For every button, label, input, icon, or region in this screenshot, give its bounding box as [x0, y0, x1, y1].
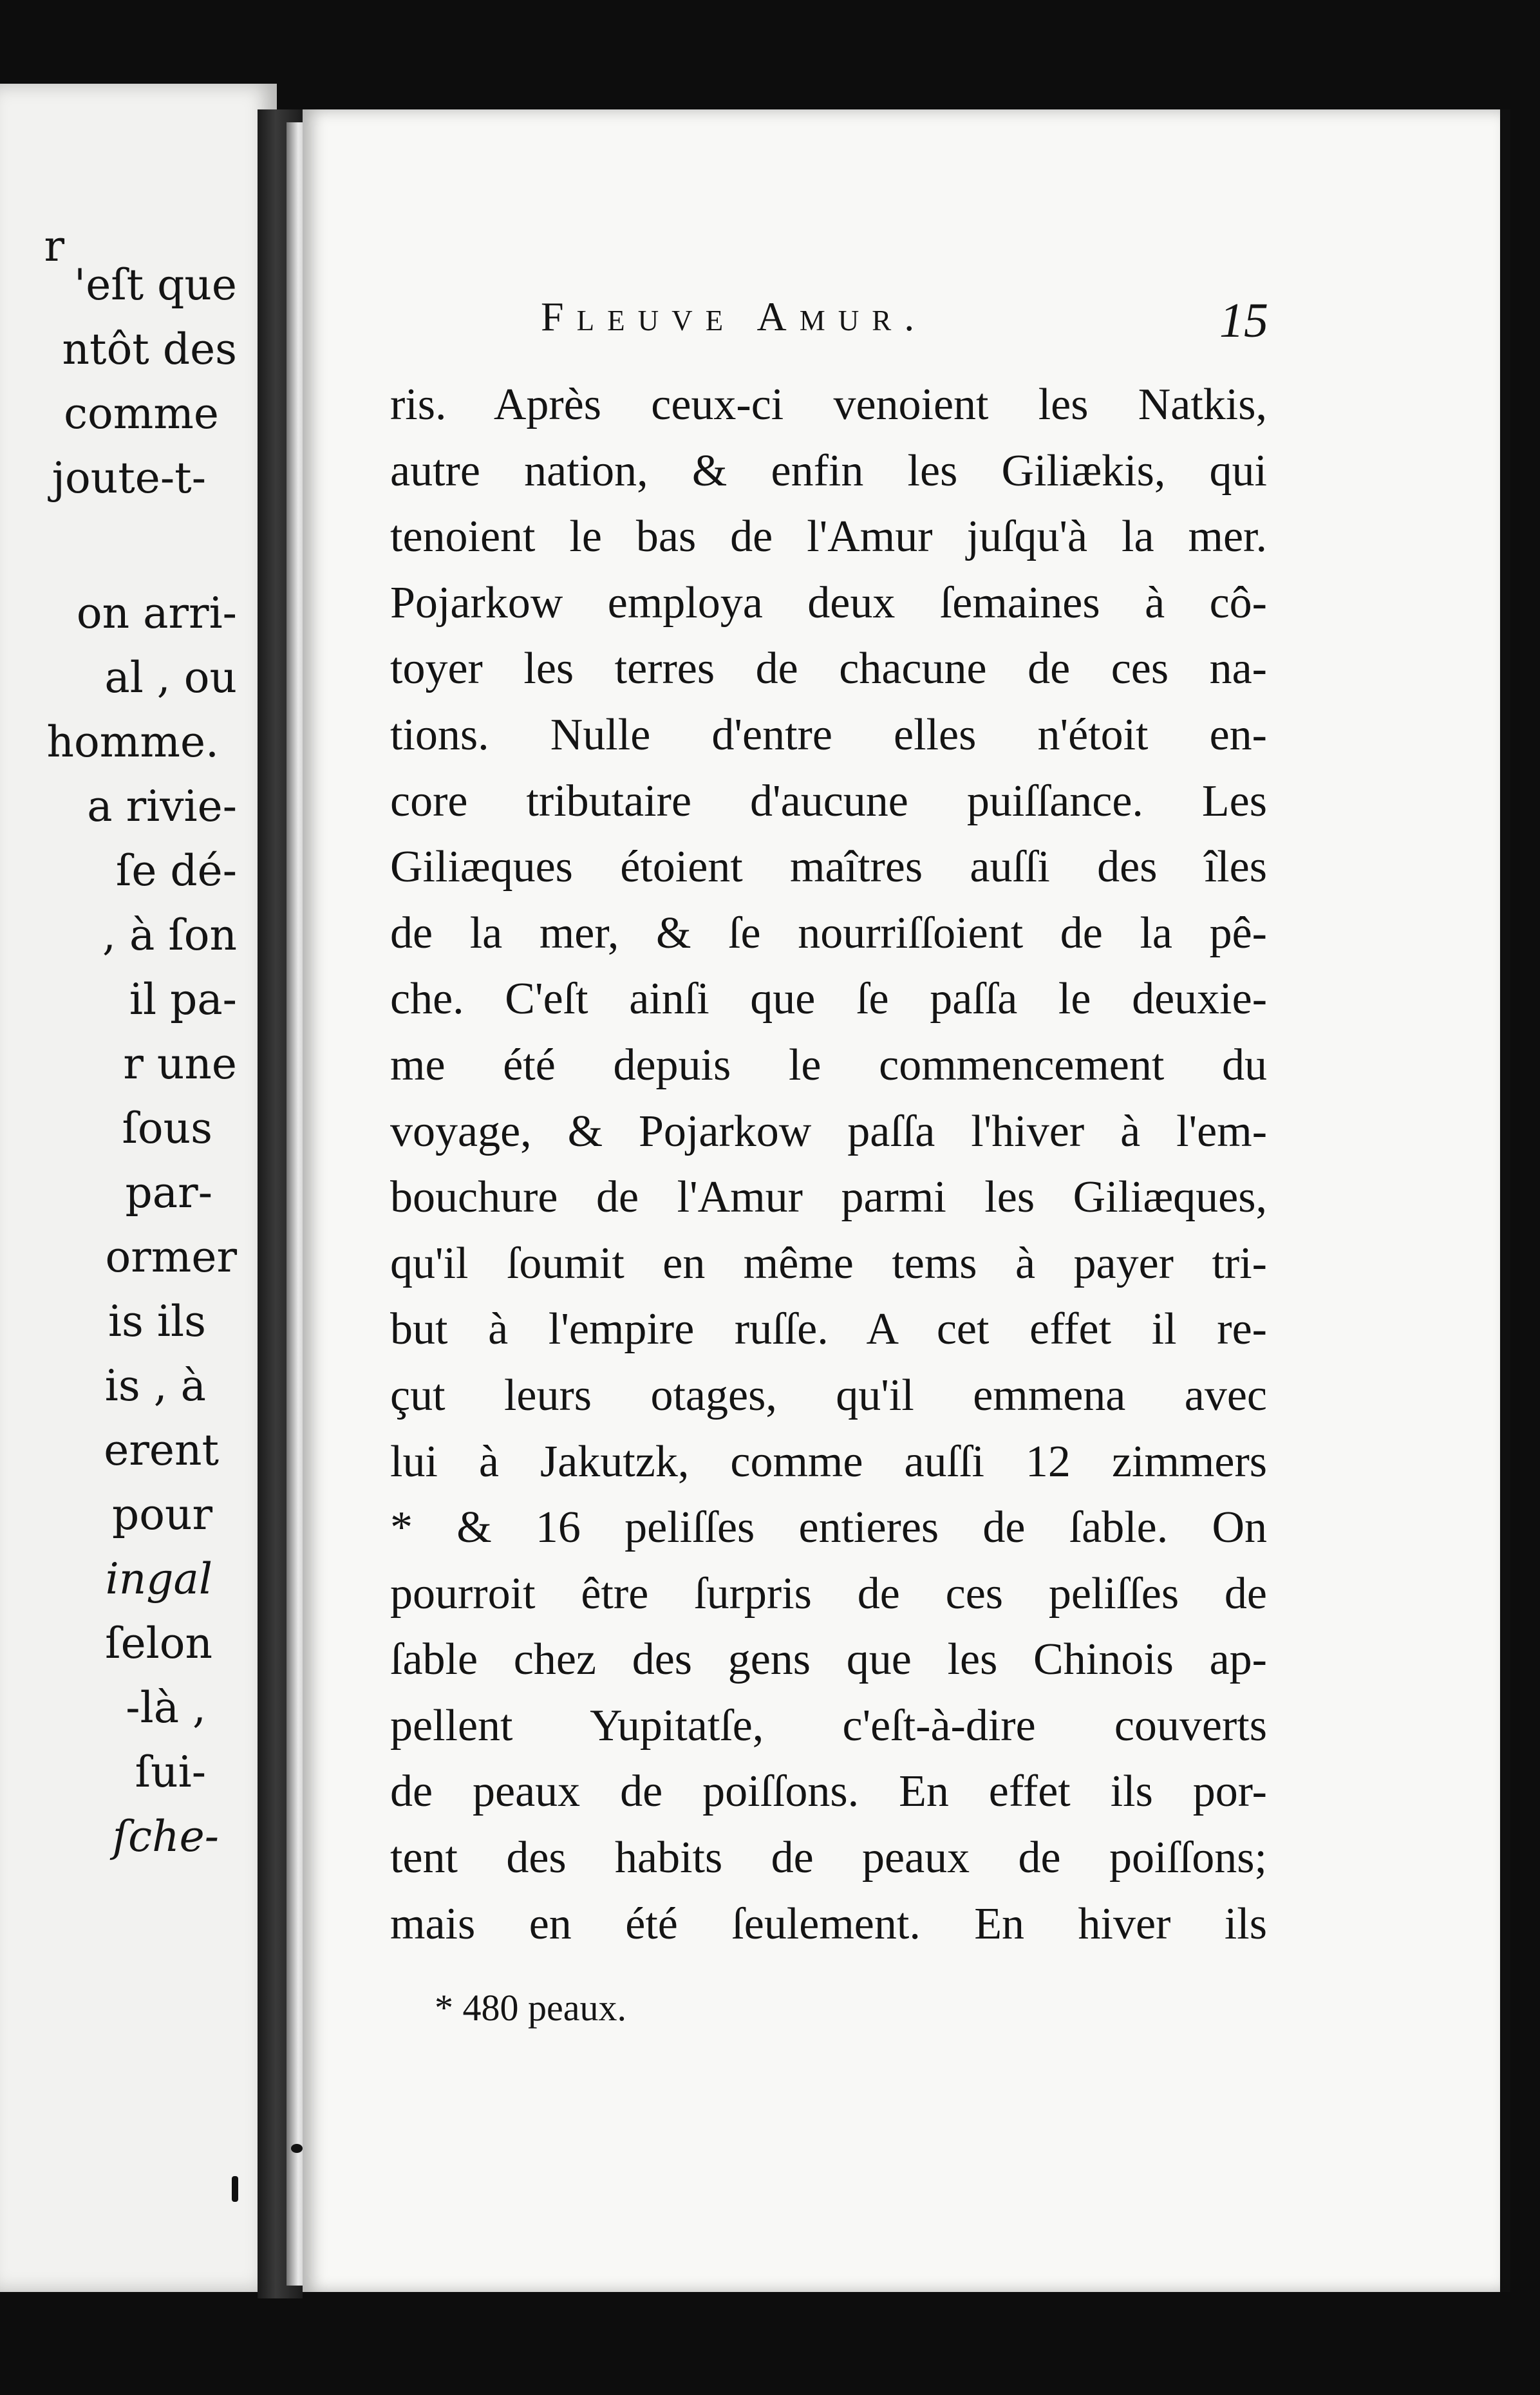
text-line: qu'il ſoumit en même tems à payer tri- — [390, 1238, 1267, 1288]
text-line: Giliæques étoient maîtres auſſi des îles — [390, 842, 1267, 892]
text-line: pourroit être ſurpris de ces peliſſes de — [390, 1568, 1267, 1619]
text-line: ris. Après ceux-ci venoient les Natkis, — [390, 380, 1267, 429]
text-line: voyage, & Pojarkow paſſa l'hiver à l'em- — [390, 1106, 1267, 1156]
text-line: ſable chez des gens que les Chinois ap- — [390, 1635, 1267, 1685]
left-page-line: ormer — [105, 1232, 237, 1282]
left-page-line: ſe dé- — [115, 846, 237, 896]
text-line: çut leurs otages, qu'il emmena avec — [390, 1370, 1267, 1420]
text-line: autre nation, & enfin les Giliækis, qui — [390, 446, 1267, 496]
text-line: * & 16 peliſſes entieres de ſable. On — [390, 1503, 1267, 1553]
left-page-line: ſui- — [135, 1747, 206, 1797]
left-page-line: ntôt des — [62, 324, 237, 374]
text-line: de peaux de poiſſons. En effet ils por- — [390, 1767, 1267, 1817]
text-line: toyer les terres de chacune de ces na- — [390, 644, 1267, 694]
footnote: * 480 peaux. — [435, 1987, 626, 2029]
text-line: me été depuis le commencement du — [390, 1040, 1267, 1090]
text-line: de la mer, & ſe nourriſſoient de la pê- — [390, 908, 1267, 958]
left-page-line: , à ſon — [102, 910, 237, 960]
left-page-line: il pa- — [129, 975, 237, 1024]
text-line: but à l'empire ruſſe. A cet effet il re- — [390, 1304, 1267, 1355]
body-text — [390, 372, 1267, 1957]
left-page-line: comme — [64, 389, 219, 438]
left-page-line: erent — [104, 1425, 219, 1475]
page-number: 15 — [1219, 294, 1268, 348]
left-page-line: r — [44, 221, 64, 271]
left-page-line: homme. — [46, 717, 219, 767]
text-line: tions. Nulle d'entre elles n'étoit en- — [390, 709, 1267, 760]
left-page-line: is , à — [104, 1361, 206, 1411]
left-page-line: joute-t- — [52, 453, 206, 503]
left-page-line: pour — [111, 1490, 212, 1539]
facing-page-left — [0, 84, 277, 2292]
ink-speck — [232, 2176, 238, 2202]
ink-speck — [291, 2144, 303, 2153]
left-page-line: a rivie- — [87, 782, 237, 831]
text-line: tent des habits de peaux de poiſſons; — [390, 1833, 1267, 1883]
left-page-line: r une — [123, 1039, 237, 1089]
left-page-line: -là , — [126, 1683, 206, 1733]
left-page-line: on arri- — [76, 588, 237, 638]
text-line: core tributaire d'aucune puiſſance. Les — [390, 776, 1267, 826]
left-page-line: al , ou — [104, 653, 237, 702]
text-line: Pojarkow employa deux ſemaines à cô- — [390, 578, 1267, 628]
left-page-line: ingal — [105, 1554, 212, 1604]
left-page-line: is ils — [108, 1297, 206, 1346]
text-line: bouchure de l'Amur parmi les Giliæques, — [390, 1172, 1267, 1223]
text-line: lui à Jakutzk, comme auſſi 12 zimmers — [390, 1436, 1267, 1487]
left-page-line: 'eſt que — [74, 260, 237, 310]
left-page-line: ſous — [122, 1104, 212, 1153]
running-title: Fleuve Amur. — [541, 294, 928, 339]
text-line: pellent Yupitatſe, c'eſt-à-dire couverts — [390, 1700, 1267, 1751]
left-page-line: ſelon — [105, 1619, 212, 1668]
page-header — [386, 293, 1268, 351]
left-page-line: ſche- — [112, 1812, 219, 1861]
text-line: mais en été ſeulement. En hiver ils — [390, 1899, 1267, 1949]
text-line: che. C'eſt ainſi que ſe paſſa le deuxie- — [390, 974, 1267, 1024]
left-page-line: par- — [125, 1168, 212, 1217]
text-line: tenoient le bas de l'Amur juſqu'à la mer. — [390, 512, 1267, 562]
